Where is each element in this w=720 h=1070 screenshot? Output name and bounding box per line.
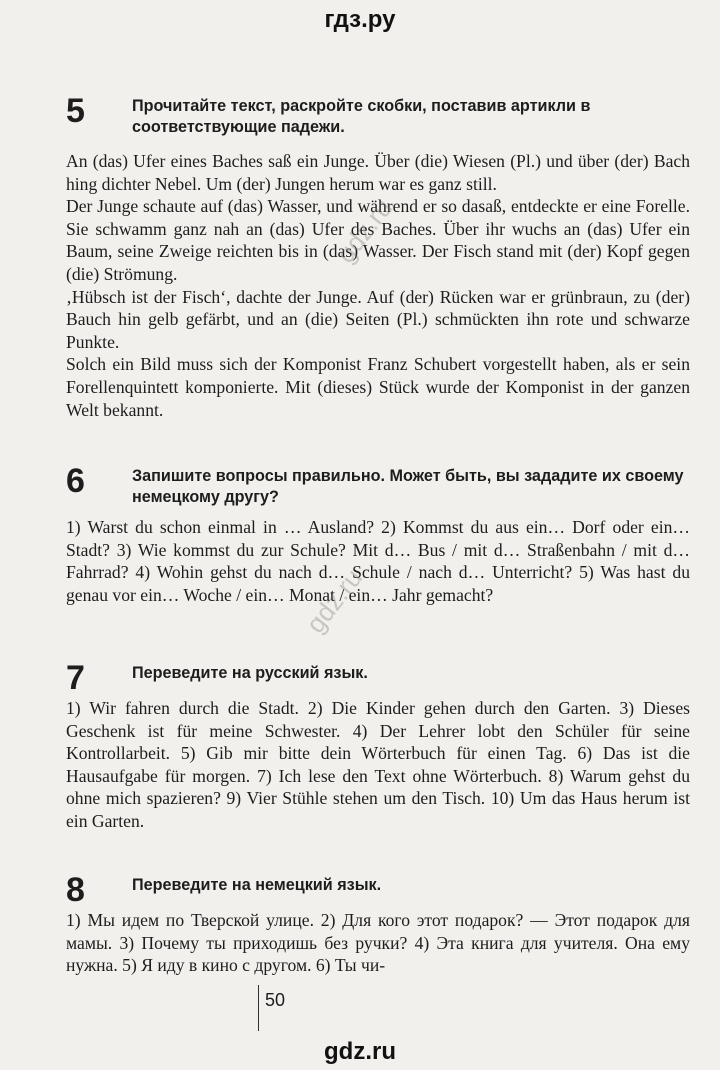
page-number: 50 <box>265 990 286 1010</box>
paragraph: ‚Hübsch ist der Fisch‘, dachte der Junge. Auf (der) Rücken war er grünbraun, zu (der) Bauch hin gelb gefärbt, und an (die) Seiten (Pl.) schmückten ihn rote und schwarze Punkte. <box>66 286 690 352</box>
exercise-number: 6 <box>66 462 85 500</box>
paragraph: 1) Мы идем по Тверской улице. 2) Для кого этот подарок? — Этот подарок для мамы. 3) Почему ты приходишь без ручки? 4) Эта книга для учителя. Она ему нужна. 5) Я иду в кино с другом. 6) Ты чи- <box>66 910 690 976</box>
paragraph: An (das) Ufer eines Baches saß ein Junge. Über (die) Wiesen (Pl.) und über (der) Bach hing dichter Nebel. Um (der) Jungen herum war es ganz still. <box>66 151 690 194</box>
exercise-number: 7 <box>66 659 85 697</box>
paragraph: 1) Wir fahren durch die Stadt. 2) Die Kinder gehen durch den Garten. 3) Dieses Geschenk ist für meine Schwester. 4) Der Lehrer lobt den Schüler für seine Kontrollarbeit. 5) Gib mir bitte dein Wörterbuch für einen Tag. 6) Das ist die Hausaufgabe für morgen. 7) Ich lese den Text ohne Wörterbuch. 8) Warum gehst du ohne mich spazieren? 9) Vier Stühle stehen um den Tisch. 10) Um das Haus herum ist ein Garten. <box>66 698 690 831</box>
paragraph: Der Junge schaute auf (das) Wasser, und während er so dasaß, entdeckte er eine Forelle. Sie schwamm ganz nah an (das) Ufer des Baches. Über ihr wuchs an (das) Ufer ein Baum, seine Zweige reichten bis in (das) Wasser. Der Fisch stand mit (der) Kopf gegen (die) Strömung. <box>66 196 690 284</box>
exercise-task: Прочитайте текст, раскройте скобки, поставив артикли в соответствующие падежи. <box>132 97 591 136</box>
watermark: gdz.ru <box>300 563 369 639</box>
exercise-text <box>66 516 690 606</box>
exercise-text <box>66 697 690 833</box>
site-header-label: гдз.ру <box>324 6 396 33</box>
site-footer-label: gdz.ru <box>324 1038 396 1065</box>
page-number-divider <box>258 985 259 1031</box>
paragraph: 1) Warst du schon einmal in … Ausland? 2) Kommst du aus ein… Dorf oder ein… Stadt? 3) Wie kommst du zur Schule? Mit d… Bus / mit d… Straßenbahn / mit d… Fahrrad? 4) Wohin gehst du nach d… Schule / nach d… Unterricht? 5) Was hast du genau vor ein… Woche / ein… Monat / ein… Jahr gemacht? <box>66 517 690 605</box>
exercise-task: Переведите на русский язык. <box>132 664 368 682</box>
exercise-number: 8 <box>66 871 85 909</box>
exercise-task: Переведите на немецкий язык. <box>132 876 382 894</box>
paragraph: Solch ein Bild muss sich der Komponist Franz Schubert vorgestellt haben, als er sein Forellenquintett komponierte. Mit (dieses) Stück wurde der Komponist in der ganzen Welt bekannt. <box>66 354 690 420</box>
exercise-text <box>66 909 690 977</box>
exercise-text <box>66 150 690 421</box>
watermark: gdz.ru <box>330 193 399 269</box>
exercise-task: Запишите вопросы правильно. Может быть, вы зададите их своему немецкому другу? <box>132 467 684 506</box>
exercise-number: 5 <box>66 92 85 130</box>
